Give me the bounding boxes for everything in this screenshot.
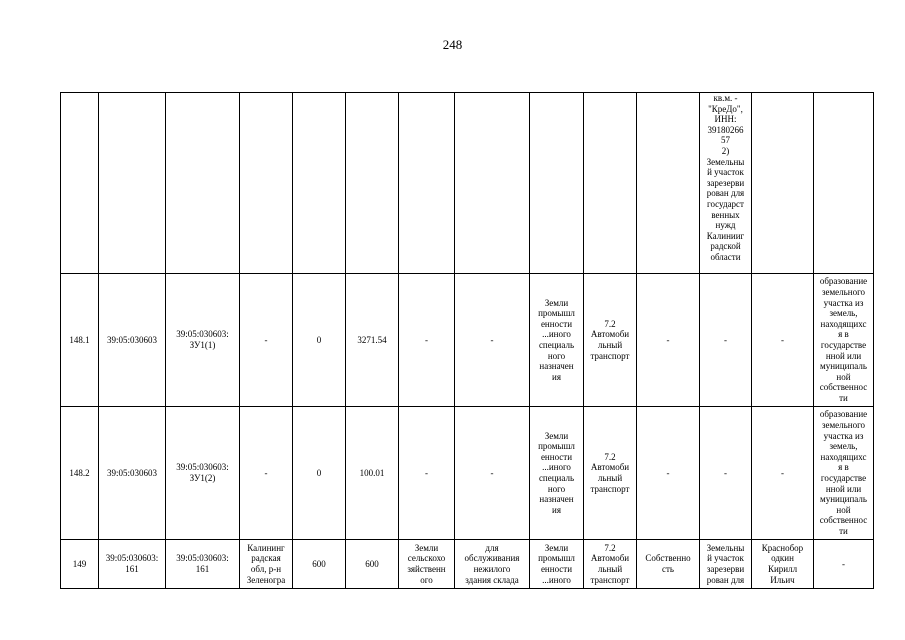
table-cell: 7.2 Автомоби льный транспорт <box>584 407 637 540</box>
table-cell <box>637 93 700 274</box>
table-cell: Земли промышл енности ...иного специаль ного назначен ия <box>530 407 584 540</box>
table-cell: Земельны й участок зарезерви рован для <box>700 540 752 589</box>
table-cell <box>584 93 637 274</box>
table-cell <box>455 93 530 274</box>
table-cell: - <box>399 407 455 540</box>
table-cell: - <box>455 274 530 407</box>
table-cell: для обслуживания нежилого здания склада <box>455 540 530 589</box>
table-cell <box>99 93 166 274</box>
table-cell <box>240 93 293 274</box>
table-cell: 39:05:030603 <box>99 274 166 407</box>
table-cell: 100.01 <box>346 407 399 540</box>
table-cell: - <box>399 274 455 407</box>
table-cell: Земли промышл енности ...иного специаль ного назначен ия <box>530 274 584 407</box>
table-cell: 39:05:030603 <box>99 407 166 540</box>
land-plots-table <box>60 92 874 589</box>
table-cell <box>752 93 814 274</box>
table-cell: 7.2 Автомоби льный транспорт <box>584 274 637 407</box>
table-cell: - <box>700 407 752 540</box>
table-cell <box>293 93 346 274</box>
table-cell: 39:05:030603: 161 <box>99 540 166 589</box>
table-cell: 0 <box>293 274 346 407</box>
table-cell: 39:05:030603: 161 <box>166 540 240 589</box>
table-row <box>61 93 874 274</box>
table-cell: 7.2 Автомоби льный транспорт <box>584 540 637 589</box>
table-cell <box>399 93 455 274</box>
table-cell: 39:05:030603: ЗУ1(1) <box>166 274 240 407</box>
table-cell: - <box>814 540 874 589</box>
table-cell: - <box>240 407 293 540</box>
table-cell: Собственно сть <box>637 540 700 589</box>
table-cell: 39:05:030603: ЗУ1(2) <box>166 407 240 540</box>
table-cell: 0 <box>293 407 346 540</box>
table-cell: Краснобор одкин Кирилл Ильич <box>752 540 814 589</box>
table-cell <box>530 93 584 274</box>
table-row <box>61 274 874 407</box>
table-cell: образование земельного участка из земель, находящихс я в государстве нной или муниципаль ной собственнос ти <box>814 274 874 407</box>
table-cell: 3271.54 <box>346 274 399 407</box>
table-cell: Калининг радская обл, р-н Зеленогра <box>240 540 293 589</box>
table-cell: Земли сельскохо зяйственн ого <box>399 540 455 589</box>
table-cell: 149 <box>61 540 99 589</box>
table-cell: - <box>700 274 752 407</box>
table-cell <box>61 93 99 274</box>
table-cell: - <box>752 274 814 407</box>
table-cell: 600 <box>293 540 346 589</box>
table-cell: Земли промышл енности ...иного <box>530 540 584 589</box>
table-row <box>61 540 874 589</box>
table-cell <box>346 93 399 274</box>
table-cell: кв.м. - "КреДо", ИНН: 39180266 57 2) Земельны й участок зарезерви рован для государст венных нужд Калинииг радской области <box>700 93 752 274</box>
table-cell: - <box>752 407 814 540</box>
table-cell: 148.2 <box>61 407 99 540</box>
table-cell: 148.1 <box>61 274 99 407</box>
table-cell: - <box>637 274 700 407</box>
table-cell: - <box>240 274 293 407</box>
table-cell: образование земельного участка из земель, находящихс я в государстве нной или муниципаль ной собственнос ти <box>814 407 874 540</box>
table-cell: - <box>637 407 700 540</box>
table-cell: - <box>455 407 530 540</box>
table-cell <box>166 93 240 274</box>
table-cell: 600 <box>346 540 399 589</box>
page-number: 248 <box>442 37 463 52</box>
table-row <box>61 407 874 540</box>
table-cell <box>814 93 874 274</box>
